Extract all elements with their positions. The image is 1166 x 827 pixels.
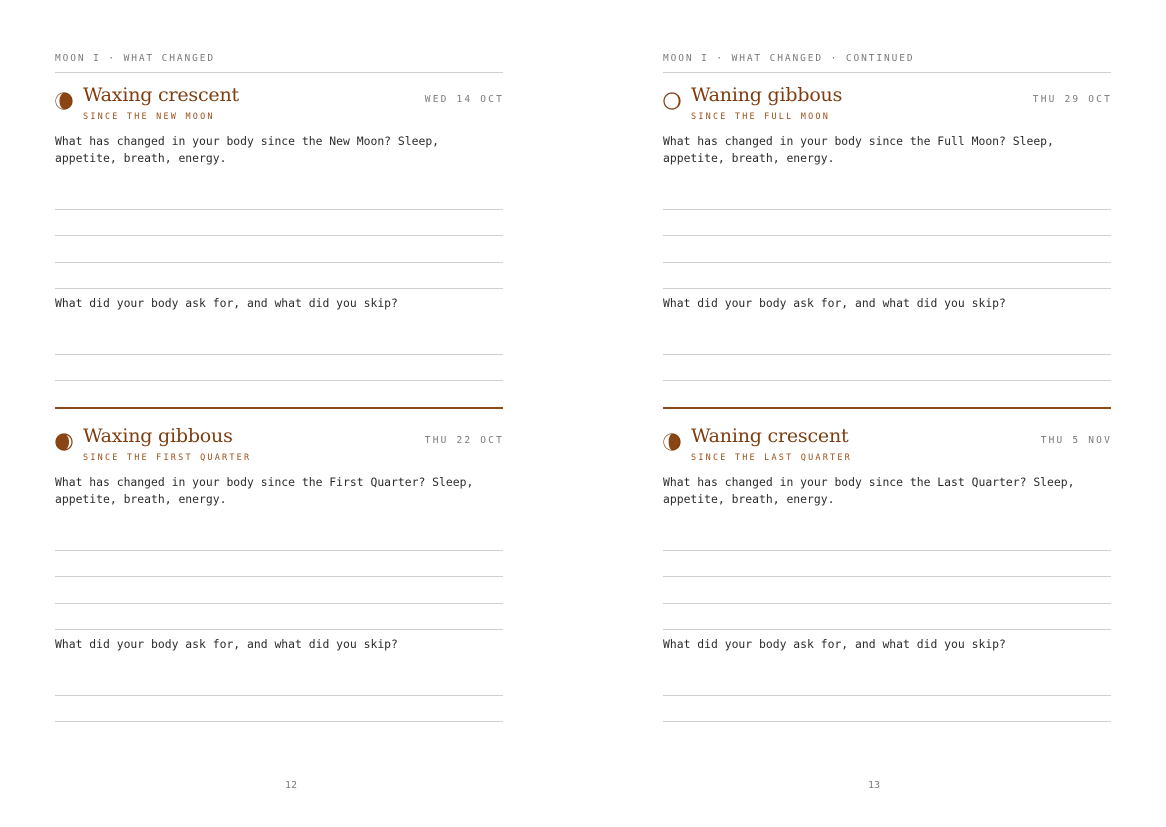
entry-subtitle: SINCE THE NEW MOON xyxy=(83,112,215,122)
entry-date: THU 22 OCT xyxy=(424,435,504,446)
waxing-gibbous-moon-icon xyxy=(55,433,73,451)
waning-crescent-moon-icon xyxy=(663,433,681,451)
writing-line[interactable] xyxy=(55,354,503,355)
entry-title: Waxing crescent xyxy=(83,84,239,106)
entry-title: Waxing gibbous xyxy=(83,425,233,447)
writing-line[interactable] xyxy=(55,262,503,263)
writing-line[interactable] xyxy=(663,603,1111,604)
prompt-what-changed: What has changed in your body since the Full Moon? Sleep, appetite, breath, energy. xyxy=(663,134,1054,165)
writing-line[interactable] xyxy=(55,288,503,289)
writing-line[interactable] xyxy=(663,629,1111,630)
prompt-ask-skip: What did your body ask for, and what did you skip? xyxy=(663,637,1006,651)
waxing-crescent-moon-icon xyxy=(55,92,73,110)
entry-title: Waning gibbous xyxy=(691,84,843,106)
entry-divider xyxy=(55,407,503,409)
header-rule xyxy=(663,72,1111,73)
header-rule xyxy=(55,72,503,73)
writing-line[interactable] xyxy=(663,550,1111,551)
running-head: MOON I · WHAT CHANGED · CONTINUED xyxy=(663,53,915,64)
writing-line[interactable] xyxy=(663,235,1111,236)
writing-line[interactable] xyxy=(55,550,503,551)
page-number: 12 xyxy=(285,780,298,791)
waning-gibbous-moon-icon xyxy=(663,92,681,110)
prompt-ask-skip: What did your body ask for, and what did you skip? xyxy=(663,296,1006,310)
writing-line[interactable] xyxy=(663,721,1111,722)
journal-entry xyxy=(55,84,503,424)
journal-page-left xyxy=(55,0,503,827)
entry-subtitle: SINCE THE FULL MOON xyxy=(691,112,831,122)
writing-line[interactable] xyxy=(55,576,503,577)
prompt-what-changed: What has changed in your body since the Last Quarter? Sleep, appetite, breath, energy. xyxy=(663,475,1075,506)
journal-entry xyxy=(663,425,1111,765)
writing-line[interactable] xyxy=(663,576,1111,577)
writing-line[interactable] xyxy=(55,695,503,696)
entry-date: THU 29 OCT xyxy=(1032,94,1112,105)
journal-page-right xyxy=(663,0,1111,827)
prompt-what-changed: What has changed in your body since the New Moon? Sleep, appetite, breath, energy. xyxy=(55,134,440,165)
writing-line[interactable] xyxy=(663,380,1111,381)
writing-line[interactable] xyxy=(55,235,503,236)
entry-subtitle: SINCE THE LAST QUARTER xyxy=(691,453,852,463)
writing-line[interactable] xyxy=(663,695,1111,696)
writing-line[interactable] xyxy=(663,262,1111,263)
writing-line[interactable] xyxy=(55,603,503,604)
writing-line[interactable] xyxy=(55,721,503,722)
running-head: MOON I · WHAT CHANGED xyxy=(55,53,216,64)
entry-date: WED 14 OCT xyxy=(424,94,504,105)
prompt-ask-skip: What did your body ask for, and what did you skip? xyxy=(55,296,398,310)
prompt-ask-skip: What did your body ask for, and what did you skip? xyxy=(55,637,398,651)
writing-line[interactable] xyxy=(55,629,503,630)
writing-line[interactable] xyxy=(55,380,503,381)
writing-line[interactable] xyxy=(663,288,1111,289)
entry-subtitle: SINCE THE FIRST QUARTER xyxy=(83,453,252,463)
prompt-what-changed: What has changed in your body since the First Quarter? Sleep, appetite, breath, energy. xyxy=(55,475,474,506)
entry-date: THU 5 NOV xyxy=(1040,435,1112,446)
page-number: 13 xyxy=(868,780,881,791)
entry-divider xyxy=(663,407,1111,409)
entry-title: Waning crescent xyxy=(691,425,849,447)
writing-line[interactable] xyxy=(663,209,1111,210)
journal-entry xyxy=(55,425,503,765)
journal-entry xyxy=(663,84,1111,424)
writing-line[interactable] xyxy=(663,354,1111,355)
writing-line[interactable] xyxy=(55,209,503,210)
